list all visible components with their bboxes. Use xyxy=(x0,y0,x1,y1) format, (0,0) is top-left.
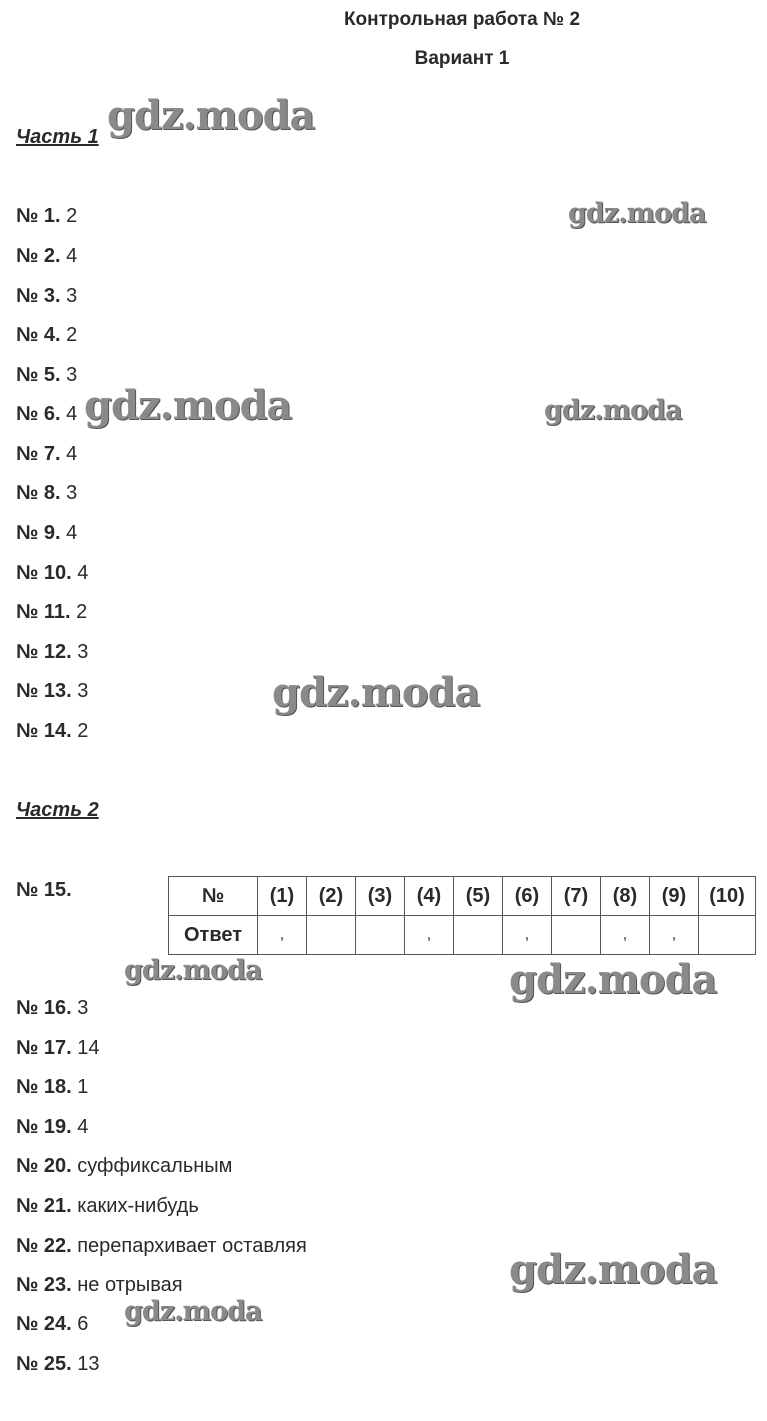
answer-value: 4 xyxy=(66,245,78,267)
answer-item xyxy=(16,1195,199,1218)
answer-number: № 24. xyxy=(16,1313,72,1335)
answer-value: 13 xyxy=(77,1353,100,1375)
answer-number: № 3. xyxy=(16,285,61,307)
answer-item xyxy=(16,285,77,308)
answer-item xyxy=(16,1116,88,1139)
answer-value: 2 xyxy=(77,720,89,742)
table-cell xyxy=(699,916,756,955)
table-cell xyxy=(552,916,601,955)
answer-value: 3 xyxy=(77,641,89,663)
answer-item xyxy=(16,1076,88,1099)
answer-number: № 14. xyxy=(16,720,72,742)
answer-value: 3 xyxy=(66,285,78,307)
answer-value: 4 xyxy=(66,522,78,544)
answer-number: № 18. xyxy=(16,1076,72,1098)
answer-item xyxy=(16,1037,99,1060)
table-header-label: № xyxy=(169,877,258,916)
table-cell xyxy=(356,916,405,955)
answer-value: 3 xyxy=(66,482,78,504)
part2-heading: Часть 2 xyxy=(16,799,99,821)
answer-number: № 4. xyxy=(16,324,61,346)
watermark: gdz.moda xyxy=(84,382,292,429)
watermark: gdz.moda xyxy=(544,395,682,426)
answer-value: 2 xyxy=(66,324,78,346)
table-cell xyxy=(307,916,356,955)
page-title: Контрольная работа № 2 xyxy=(343,9,581,30)
answer-item xyxy=(16,324,77,347)
answer-item xyxy=(16,403,77,426)
table-cell: , xyxy=(503,916,552,955)
answer-value: 14 xyxy=(77,1037,100,1059)
answer-number: № 25. xyxy=(16,1353,72,1375)
answer-number: № 12. xyxy=(16,641,72,663)
watermark: gdz.moda xyxy=(509,956,717,1003)
answer-item xyxy=(16,641,88,664)
answer-item xyxy=(16,443,77,466)
table-cell: , xyxy=(258,916,307,955)
watermark: gdz.moda xyxy=(124,1296,262,1327)
answer-item xyxy=(16,482,77,505)
answer-number: № 20. xyxy=(16,1155,72,1177)
table-cell: , xyxy=(650,916,699,955)
answer-item xyxy=(16,680,88,703)
answer-value: 6 xyxy=(77,1313,89,1335)
answer-item xyxy=(16,879,72,902)
answer-value: 4 xyxy=(66,403,78,425)
answer-item xyxy=(16,364,77,387)
answer-number: № 17. xyxy=(16,1037,72,1059)
answer-item xyxy=(16,1235,307,1258)
answer-number: № 16. xyxy=(16,997,72,1019)
answer-item xyxy=(16,997,88,1020)
answer-number: № 10. xyxy=(16,562,72,584)
answer-number: № 13. xyxy=(16,680,72,702)
answer-value: 3 xyxy=(66,364,78,386)
answer-number: № 21. xyxy=(16,1195,72,1217)
table-column-header: (2) xyxy=(307,877,356,916)
table-cell: , xyxy=(601,916,650,955)
watermark: gdz.moda xyxy=(124,955,262,986)
answer-number: № 19. xyxy=(16,1116,72,1138)
answer-value: суффиксальным xyxy=(77,1155,233,1177)
table-answer-label: Ответ xyxy=(169,916,258,955)
answer-value: каких-нибудь xyxy=(77,1195,199,1217)
table-column-header: (3) xyxy=(356,877,405,916)
table-column-header: (4) xyxy=(405,877,454,916)
part1-heading: Часть 1 xyxy=(16,126,99,148)
watermark: gdz.moda xyxy=(568,198,706,229)
answer-item xyxy=(16,1353,99,1376)
table-column-header: (7) xyxy=(552,877,601,916)
answer-value: 3 xyxy=(77,680,89,702)
answer-item xyxy=(16,601,87,624)
answer-value: 4 xyxy=(66,443,78,465)
table-cell xyxy=(454,916,503,955)
answer-item xyxy=(16,1313,88,1336)
answer-item xyxy=(16,205,77,228)
answer-number: № 5. xyxy=(16,364,61,386)
answer-number: № 8. xyxy=(16,482,61,504)
variant-title: Вариант 1 xyxy=(414,48,510,69)
answer-number: № 22. xyxy=(16,1235,72,1257)
table-cell: , xyxy=(405,916,454,955)
answer-number: № 1. xyxy=(16,205,61,227)
answer-value: 2 xyxy=(76,601,88,623)
answer-number: № 9. xyxy=(16,522,61,544)
answer-number: № 23. xyxy=(16,1274,72,1296)
answer-value: 1 xyxy=(77,1076,89,1098)
table-header-row xyxy=(169,877,756,916)
answer-value: не отрывая xyxy=(77,1274,183,1296)
task15-table xyxy=(168,876,756,955)
answer-value: 4 xyxy=(77,1116,89,1138)
answer-item xyxy=(16,720,88,743)
watermark: gdz.moda xyxy=(272,669,480,716)
answer-value: 2 xyxy=(66,205,78,227)
table-column-header: (9) xyxy=(650,877,699,916)
answer-number: № 15. xyxy=(16,879,72,901)
answer-item xyxy=(16,522,77,545)
answer-item xyxy=(16,562,88,585)
answer-value: 4 xyxy=(77,562,89,584)
table-column-header: (5) xyxy=(454,877,503,916)
table-column-header: (8) xyxy=(601,877,650,916)
table-column-header: (10) xyxy=(699,877,756,916)
answer-item xyxy=(16,1274,183,1297)
answer-item xyxy=(16,1155,232,1178)
answer-number: № 7. xyxy=(16,443,61,465)
table-column-header: (1) xyxy=(258,877,307,916)
table-column-header: (6) xyxy=(503,877,552,916)
answer-value: 3 xyxy=(77,997,89,1019)
watermark: gdz.moda xyxy=(509,1246,717,1293)
answer-item xyxy=(16,245,77,268)
watermark: gdz.moda xyxy=(107,92,315,139)
answer-number: № 6. xyxy=(16,403,61,425)
answer-value: перепархивает оставляя xyxy=(77,1235,307,1257)
table-answer-row xyxy=(169,916,756,955)
answer-number: № 11. xyxy=(16,601,71,623)
answer-number: № 2. xyxy=(16,245,61,267)
